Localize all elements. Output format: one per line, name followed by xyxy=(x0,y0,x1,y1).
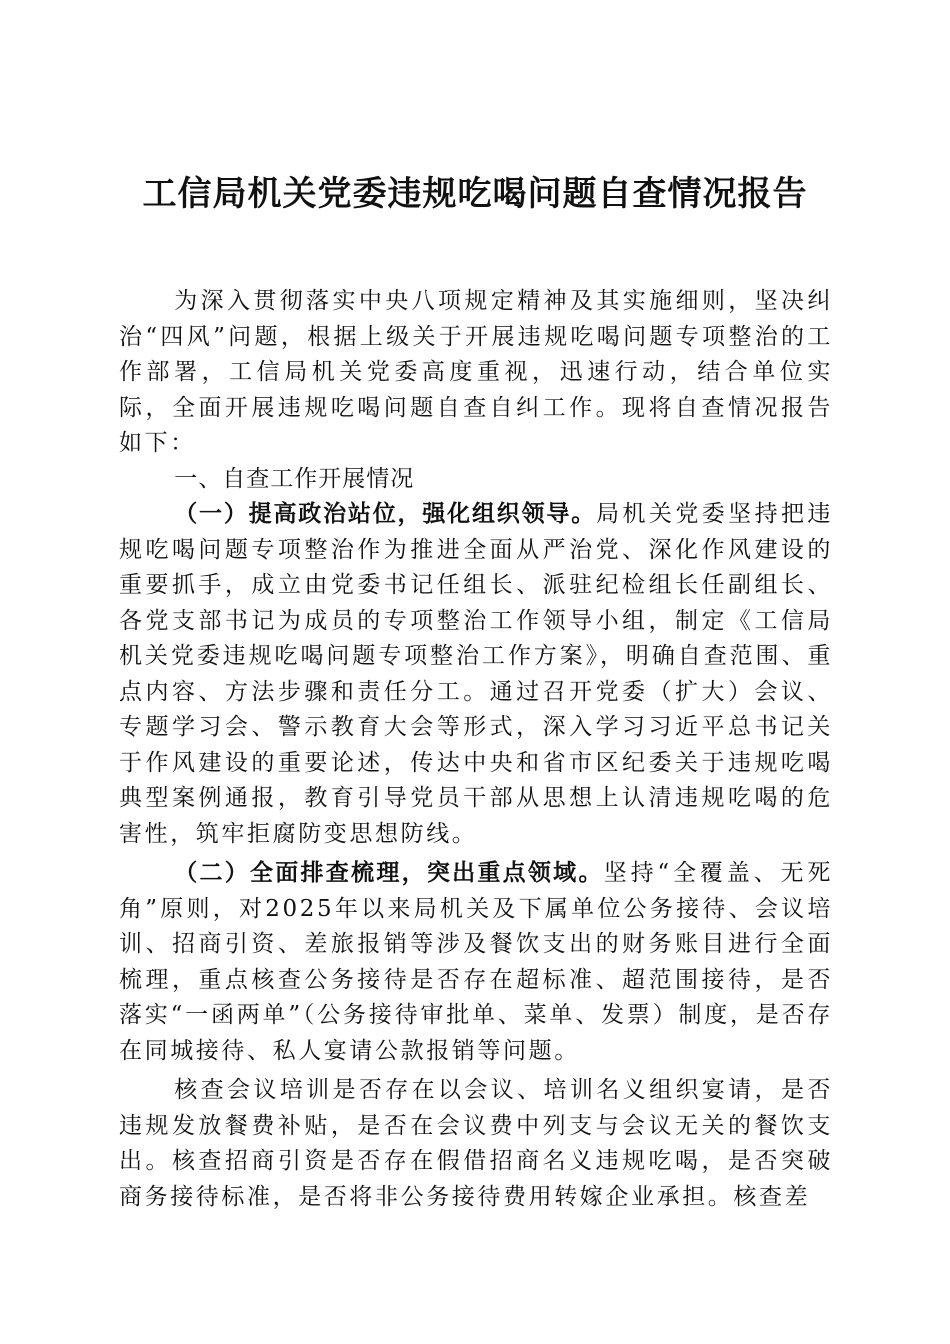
item-1-body: 局机关党委坚持把违规吃喝问题专项整治作为推进全面从严治党、深化作风建设的重要抓手，成立由党委书记任组长、派驻纪检组长任副组长、各党支部书记为成员的专项整治工作领导小组，制定《工信局机关党委违规吃喝问题专项整治工作方案》，明确自查范围、重点内容、方法步骤和责任分工。通过召开党委（扩大）会议、专题学习会、警示教育大会等形式，深入学习习近平总书记关于作风建设的重要论述，传达中央和省市区纪委关于违规吃喝典型案例通报，教育引导党员干部从思想上认清违规吃喝的危害性，筑牢拒腐防变思想防线。 xyxy=(119,501,834,847)
document-body xyxy=(119,284,833,1215)
paragraph-3: 核查会议培训是否存在以会议、培训名义组织宴请，是否违规发放餐费补贴，是否在会议费中列支与会议无关的餐饮支出。核查招商引资是否存在假借招商名义违规吃喝，是否突破商务接待标准，是否将非公务接待费用转嫁企业承担。核查差 xyxy=(119,1077,833,1210)
document-title: 工信局机关党委违规吃喝问题自查情况报告 xyxy=(142,174,808,214)
section-heading-1: 一、自查工作开展情况 xyxy=(174,465,415,492)
item-1-lead: （一）提高政治站位，强化组织领导。 xyxy=(174,501,597,527)
item-1-paragraph xyxy=(119,497,833,852)
item-2-lead: （二）全面排查梳理，突出重点领域。 xyxy=(174,860,604,886)
item-2-paragraph xyxy=(119,856,833,1069)
intro-paragraph: 为深入贯彻落实中央八项规定精神及其实施细则，坚决纠治“四风”问题，根据上级关于开展违规吃喝问题专项整治的工作部署，工信局机关党委高度重视，迅速行动，结合单位实际，全面开展违规吃喝问题自查自纠工作。现将自查情况报告如下： xyxy=(119,288,833,456)
item-2-body: 坚持“全覆盖、无死角”原则，对2025年以来局机关及下属单位公务接待、会议培训、招商引资、差旅报销等涉及餐饮支出的财务账目进行全面梳理，重点核查公务接待是否存在超标准、超范围接待，是否落实“一函两单”（公务接待审批单、菜单、发票）制度，是否存在同城接待、私人宴请公款报销等问题。 xyxy=(119,860,833,1064)
